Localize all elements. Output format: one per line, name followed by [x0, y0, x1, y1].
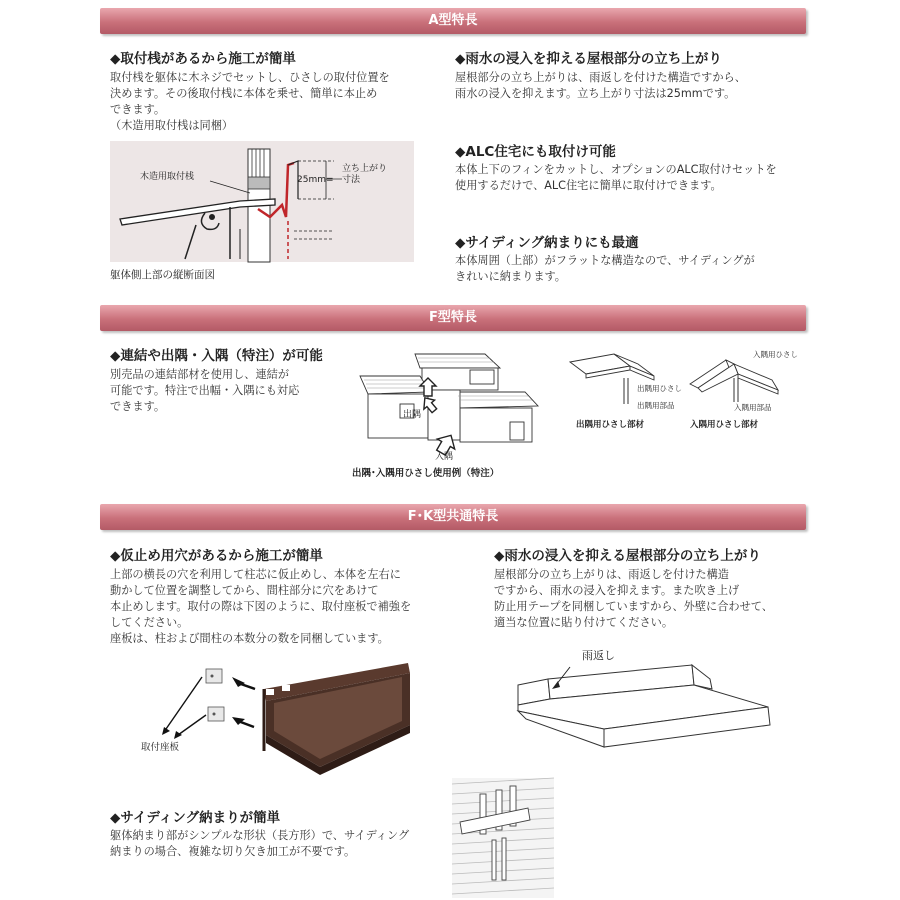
- f-house-illustration: [360, 346, 540, 458]
- f-heading: ◆連結や出隅・入隅（特注）が可能: [110, 348, 323, 364]
- a-feature1-heading: ◆取付桟があるから施工が簡単: [110, 51, 296, 67]
- a-feature4-heading: ◆サイディング納まりにも最適: [455, 235, 639, 251]
- f-in-caption: 入隅用ひさし部材: [690, 420, 759, 430]
- fk-canopy-plates-illustration: [140, 655, 415, 780]
- a-label-dim: 25mm=: [297, 175, 334, 185]
- section-band-a: [100, 8, 806, 34]
- f-in-label-a: 入隅用ひさし: [753, 350, 798, 359]
- f-out-label-b: 出隅用部品: [637, 401, 675, 410]
- fk-feature2-body: 屋根部分の立ち上がりは、雨返しを付けた構造 ですから、雨水の浸入を抑えます。また吹き上げ 防止用テープを同梱していますから、外壁に合わせて、 適当な位置に貼り付けてください。: [494, 568, 773, 629]
- f-label-out: 出隅: [403, 410, 422, 420]
- f-label-in: 入隅: [435, 452, 454, 462]
- fk-siding-illustration: [452, 778, 554, 898]
- f-in-label-b: 入隅用部品: [734, 403, 772, 412]
- section-title-a: A型特長: [428, 13, 478, 28]
- fk-plate-label: 取付座板: [141, 742, 180, 753]
- a-cross-section-diagram: [110, 141, 414, 262]
- section-band-fk: [100, 504, 806, 530]
- a-feature3-heading: ◆ALC住宅にも取付け可能: [455, 144, 616, 160]
- fk-rain-return-diagram: [514, 655, 776, 755]
- a-label-parts: 木造用取付桟: [140, 172, 195, 182]
- f-house-caption: 出隅･入隅用ひさし使用例（特注）: [352, 468, 500, 479]
- fk-feature2-heading: ◆雨水の浸入を抑える屋根部分の立ち上がり: [494, 548, 761, 564]
- section-title-f: F型特長: [429, 310, 477, 325]
- f-out-label-a: 出隅用ひさし: [637, 384, 682, 393]
- a-feature1-body: 取付桟を躯体に木ネジでセットし、ひさしの取付位置を 決めます。その後取付桟に本体を乗せ、簡単に本止め できます。 （木造用取付桟は同梱）: [110, 71, 390, 132]
- a-label-rise: 立ち上がり 寸法: [342, 164, 388, 185]
- fk-feature3-body: 躯体納まり部がシンプルな形状（長方形）で、サイディング 納まりの場合、複雑な切り欠き加工が不要です。: [110, 829, 410, 858]
- fk-feature3-heading: ◆サイディング納まりが簡単: [110, 810, 281, 826]
- a-feature2-heading: ◆雨水の浸入を抑える屋根部分の立ち上がり: [455, 51, 722, 67]
- a-diagram-caption: 躯体側上部の縦断面図: [110, 269, 215, 281]
- fk-rain-return-label: 雨返し: [582, 649, 615, 662]
- section-title-fk: F･K型共通特長: [407, 509, 499, 524]
- f-out-caption: 出隅用ひさし部材: [576, 420, 645, 430]
- f-body: 別売品の連結部材を使用し、連結が 可能です。特注で出幅・入隅にも対応 できます。: [110, 368, 300, 413]
- a-feature3-body: 本体上下のフィンをカットし、オプションのALC取付けセットを 使用するだけで、ALC住宅に簡単に取付けできます。: [455, 163, 777, 192]
- a-feature2-body: 屋根部分の立ち上がりは、雨返しを付けた構造ですから、 雨水の浸入を抑えます。立ち上がり寸法は25mmです。: [455, 71, 746, 100]
- fk-feature1-body: 上部の横長の穴を利用して柱芯に仮止めし、本体を左右に 動かして位置を調整してから、間柱部分に穴をあけて 本止めします。取付の際は下図のように、取付座板で補強を してください。 座板は、柱および間柱の本数分の数を同梱しています。: [110, 568, 412, 645]
- fk-feature1-heading: ◆仮止め用穴があるから施工が簡単: [110, 548, 323, 564]
- a-feature4-body: 本体周囲（上部）がフラットな構造なので、サイディングが きれいに納まります。: [455, 254, 755, 283]
- section-band-f: [100, 305, 806, 331]
